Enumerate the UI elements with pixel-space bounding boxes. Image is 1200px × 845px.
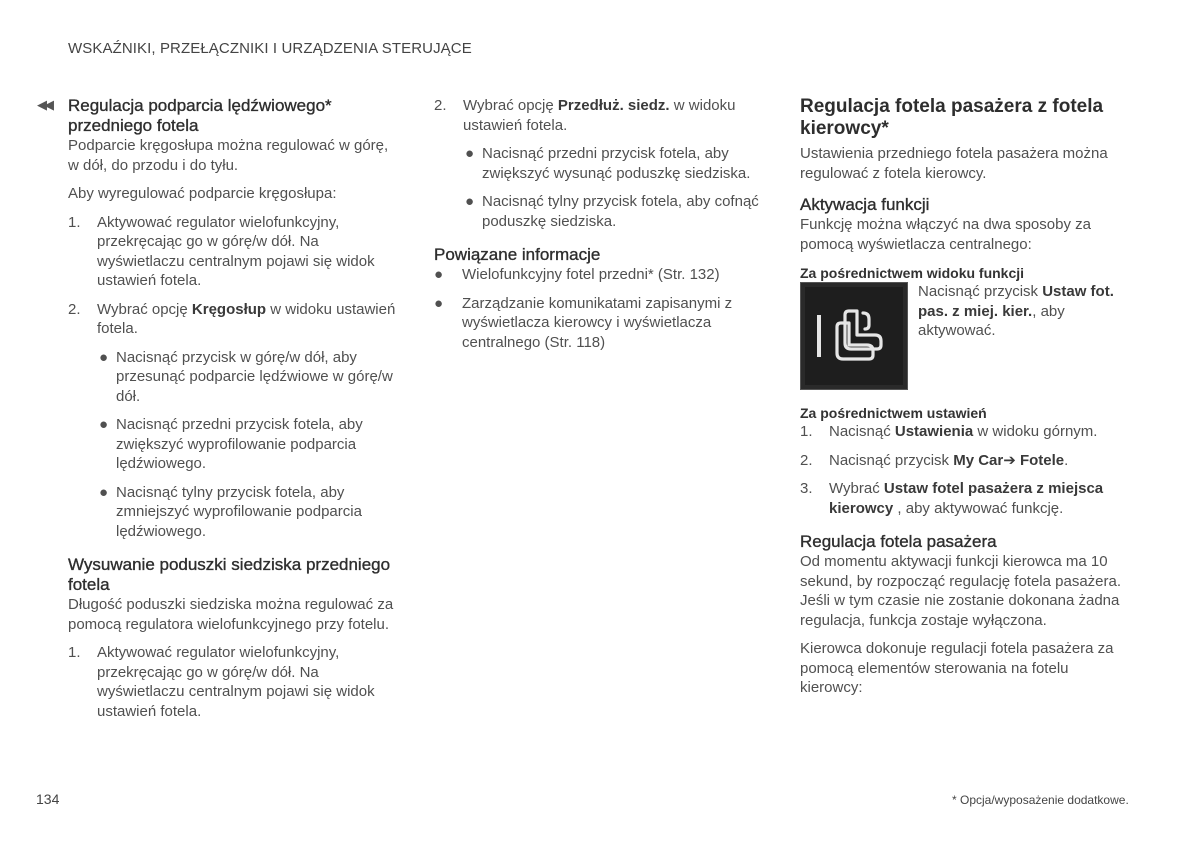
lumbar-bullet: ● Nacisnąć przedni przycisk fotela, aby zwiększyć wyprofilowanie podparcia lędźwiowego. <box>99 416 363 472</box>
function-view-block <box>800 282 1135 398</box>
option-przedluz-siedz: Przedłuż. siedz. <box>557 97 670 114</box>
option-ustawienia: Ustawienia <box>894 423 974 440</box>
page-number: 134 <box>36 791 60 807</box>
column-1 <box>68 96 403 730</box>
option-ustaw-fotel-pasazera: Ustaw fotel pasażera z miejsca kierowcy <box>829 480 1104 517</box>
cushion-intro: Długość poduszki siedziska można regulować za pomocą regulatora wielofunkcyjnego przy fotelu. <box>68 596 394 633</box>
related-link[interactable]: ● Wielofunkcyjny fotel przedni* (Str. 132) <box>434 266 720 283</box>
cushion-heading: Wysuwanie poduszki siedziska przedniego fotela <box>68 555 391 594</box>
lumbar-bullet: ● Nacisnąć przycisk w górę/w dół, aby przesunąć podparcie lędźwiowe w górę/w dół. <box>99 348 393 405</box>
passenger-seat-icon[interactable] <box>800 282 908 390</box>
cushion-step-1: 1. Aktywować regulator wielofunkcyjny, przekręcając go w górę/w dół. Na wyświetlaczu centralnym pojawi się widok ustawień fotela. <box>68 644 375 720</box>
passenger-adjust-text-1: Od momentu aktywacji funkcji kierowca ma 10 sekund, by rozpocząć regulację fotela pasażera. Jeśli w tym czasie nie zostanie dokonana żadna regulacja, funkcja zostaje wyłączona. <box>800 553 1122 629</box>
lumbar-adjust-text: Aby wyregulować podparcie kręgosłupa: <box>68 185 337 202</box>
via-settings-heading: Za pośrednictwem ustawień <box>800 405 987 421</box>
settings-step-1: 1. Nacisnąć Ustawienia w widoku górnym. <box>800 423 1098 440</box>
previous-page-icon[interactable]: ◀◀ <box>37 97 51 112</box>
lumbar-intro: Podparcie kręgosłupa można regulować w górę, w dół, do przodu i do tyłu. <box>68 137 389 174</box>
button-ustaw-fot: Ustaw fot. pas. z miej. kier. <box>918 283 1114 320</box>
settings-step-2: 2. Nacisnąć przycisk My Car➔ Fotele. <box>800 451 1069 469</box>
cushion-bullet: ● Nacisnąć tylny przycisk fotela, aby cofnąć poduszkę siedziska. <box>465 193 759 230</box>
lumbar-step-1: 1. Aktywować regulator wielofunkcyjny, przekręcając go w górę/w dół. Na wyświetlaczu centralnym pojawi się widok ustawień fotela. <box>68 213 375 289</box>
activation-text: Funkcję można włączyć na dwa sposoby za pomocą wyświetlacza centralnego: <box>800 216 1091 253</box>
cushion-step-2: 2. Wybrać opcję Przedłuż. siedz. w widoku ustawień fotela. <box>434 97 736 134</box>
arrow-right-icon: ➔ <box>1003 451 1016 469</box>
option-kregoslup: Kręgosłup <box>191 300 267 318</box>
passenger-adjust-text-2: Kierowca dokonuje regulacji fotela pasażera za pomocą elementów sterowania na fotelu kierowcy: <box>800 640 1114 696</box>
via-function-view-heading: Za pośrednictwem widoku funkcji <box>800 265 1025 281</box>
footnote: * Opcja/wyposażenie dodatkowe. <box>952 793 1129 807</box>
option-my-car: My Car <box>953 451 1004 469</box>
lumbar-step-2: 2. Wybrać opcję Kręgosłup w widoku ustawień fotela. <box>68 300 396 337</box>
function-view-instruction: Nacisnąć przycisk Ustaw fot. pas. z miej. kier., aby aktywować. <box>918 283 1114 339</box>
cushion-bullet: ● Nacisnąć przedni przycisk fotela, aby zwiększyć wysunąć poduszkę siedziska. <box>465 145 751 182</box>
activation-heading: Aktywacja funkcji <box>800 195 930 214</box>
lumbar-support-heading: Regulacja podparcia lędźwiowego* przedniego fotela <box>68 96 332 135</box>
passenger-adjust-heading: Regulacja fotela pasażera <box>800 532 997 551</box>
column-2 <box>434 96 769 361</box>
lumbar-bullet: ● Nacisnąć tylny przycisk fotela, aby zmniejszyć wyprofilowanie podparcia lędźwiowego. <box>99 483 362 540</box>
related-link[interactable]: ● Zarządzanie komunikatami zapisanymi z wyświetlacza kierowcy i wyświetlacza centralnego (Str. 118) <box>434 294 733 351</box>
passenger-seat-main-heading: Regulacja fotela pasażera z fotela kierowcy* <box>800 96 1104 139</box>
page-header: WSKAŹNIKI, PRZEŁĄCZNIKI I URZĄDZENIA STERUJĄCE <box>68 40 472 57</box>
passenger-seat-intro: Ustawienia przedniego fotela pasażera można regulować z fotela kierowcy. <box>800 145 1108 182</box>
option-fotele: Fotele <box>1015 451 1065 469</box>
settings-step-3: 3. Wybrać Ustaw fotel pasażera z miejsca kierowcy , aby aktywować funkcję. <box>800 480 1104 517</box>
related-info-heading: Powiązane informacje <box>434 245 601 264</box>
column-3 <box>800 96 1135 707</box>
